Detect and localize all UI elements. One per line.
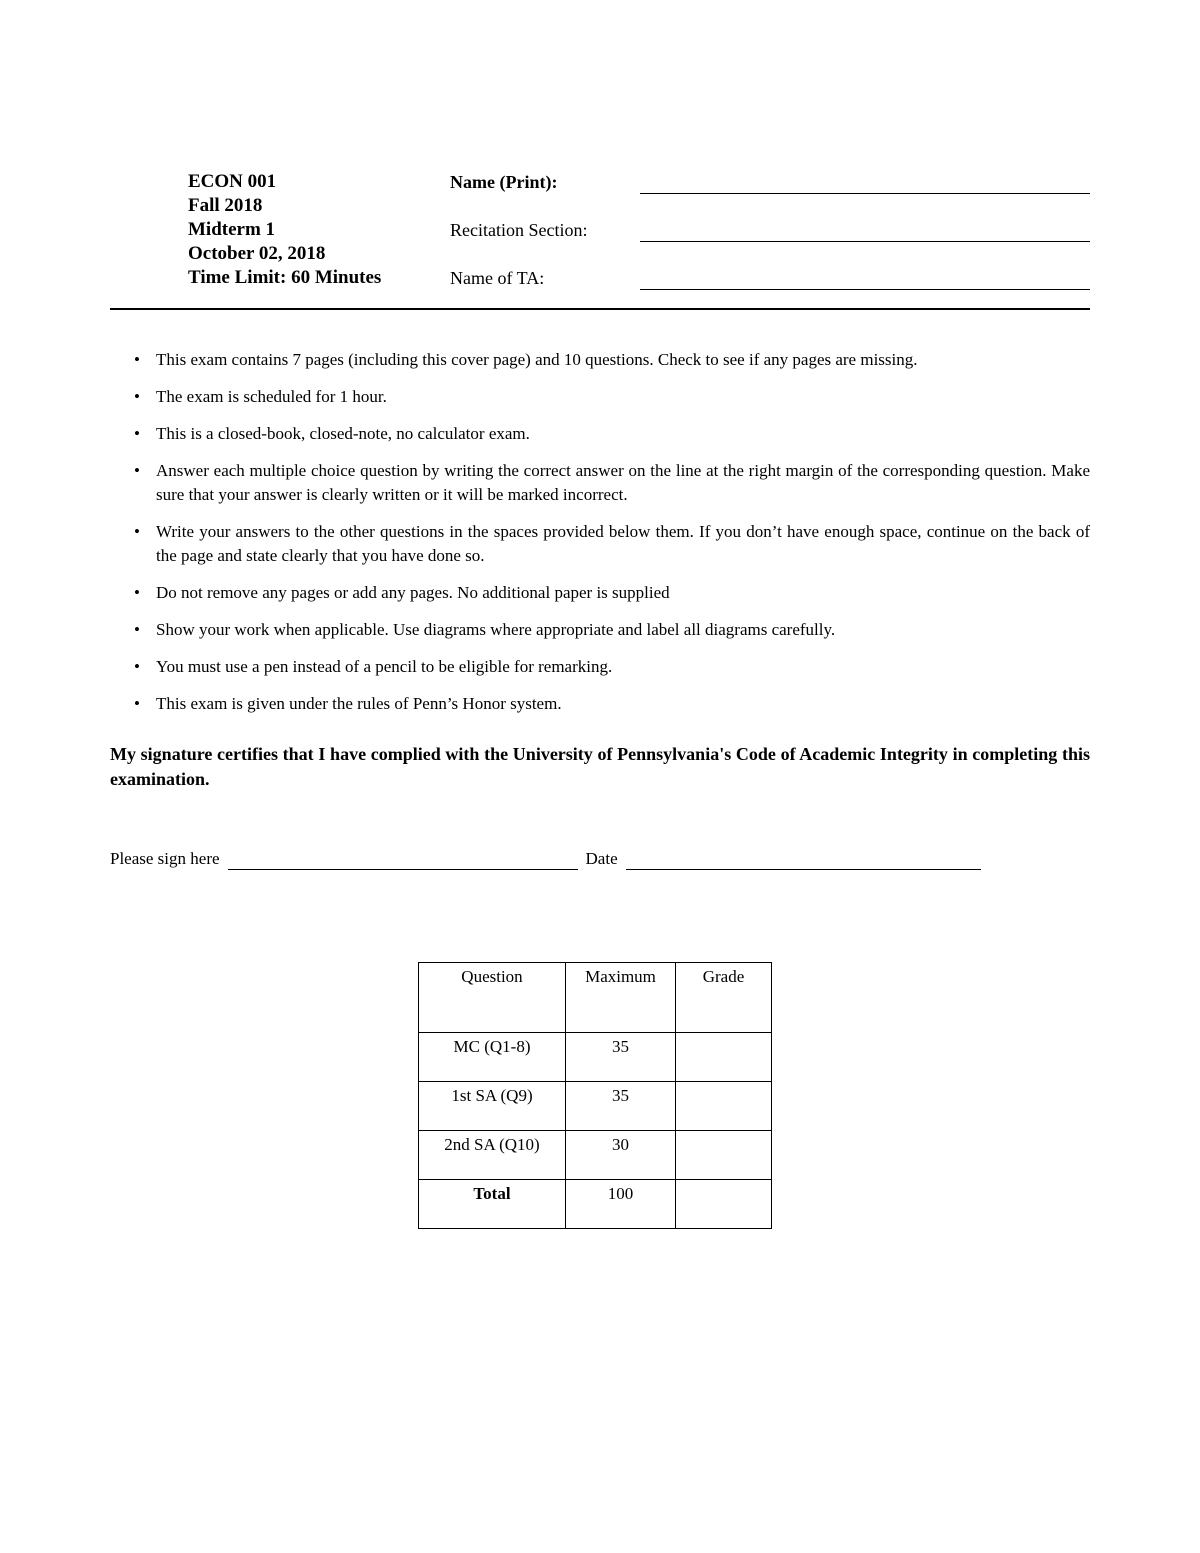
instructions-list (110, 348, 1090, 716)
instruction-text: This exam is given under the rules of Penn’s Honor system. (156, 694, 562, 713)
instruction-item (110, 618, 1090, 642)
table-row-total (419, 1180, 772, 1229)
grade-table-header-row (419, 963, 772, 1033)
header-question: Question (419, 963, 566, 1033)
row-maximum: 30 (566, 1131, 676, 1180)
date-blank-line (626, 852, 981, 870)
instruction-text: You must use a pen instead of a pencil to be eligible for remarking. (156, 657, 613, 676)
bullet-icon: • (134, 694, 140, 713)
instruction-item (110, 692, 1090, 716)
course-term: Fall 2018 (188, 195, 263, 216)
sign-date-row (110, 848, 1010, 870)
bullet-icon: • (134, 522, 140, 541)
instruction-text: Write your answers to the other questions in the spaces provided below them. If you don’t have enough space, continue on the back of the page and state clearly that you have done so. (156, 522, 1090, 565)
row-grade (676, 1082, 772, 1131)
row-question: 1st SA (Q9) (419, 1082, 566, 1131)
name-of-ta-blank-line (640, 270, 1090, 290)
row-question: 2nd SA (Q10) (419, 1131, 566, 1180)
grade-table (418, 962, 772, 1229)
bullet-icon: • (134, 387, 140, 406)
row-maximum: 100 (566, 1180, 676, 1229)
bullet-icon: • (134, 620, 140, 639)
horizontal-rule (110, 308, 1090, 310)
ta-field-row (450, 266, 1090, 290)
instruction-item (110, 348, 1090, 372)
bullet-icon: • (134, 350, 140, 369)
instruction-text: Answer each multiple choice question by writing the correct answer on the line at the right margin of the corresponding question. Make sure that your answer is clearly written or it will be marked incorrect. (156, 461, 1090, 504)
course-code: ECON 001 (188, 171, 277, 192)
row-maximum: 35 (566, 1082, 676, 1131)
header-grade: Grade (676, 963, 772, 1033)
bullet-icon: • (134, 657, 140, 676)
signature-statement: My signature certifies that I have complied with the University of Pennsylvania's Code of Academic Integrity in completing this examination. (110, 744, 1090, 789)
bullet-icon: • (134, 424, 140, 443)
recitation-section-label: Recitation Section: (450, 220, 588, 240)
row-grade (676, 1180, 772, 1229)
course-info-block (188, 170, 450, 290)
instruction-item (110, 655, 1090, 679)
exam-date: October 02, 2018 (188, 243, 326, 264)
header-maximum: Maximum (566, 963, 676, 1033)
time-limit: Time Limit: 60 Minutes (188, 267, 382, 288)
table-row (419, 1082, 772, 1131)
instruction-text: Show your work when applicable. Use diagrams where appropriate and label all diagrams carefully. (156, 620, 836, 639)
row-maximum: 35 (566, 1033, 676, 1082)
table-row (419, 1131, 772, 1180)
bullet-icon: • (134, 583, 140, 602)
exam-title: Midterm 1 (188, 219, 276, 240)
please-sign-here-label: Please sign here (110, 849, 220, 868)
row-grade (676, 1033, 772, 1082)
bullet-icon: • (134, 461, 140, 480)
name-field-row (450, 170, 1090, 194)
name-print-label: Name (Print): (450, 172, 558, 192)
instruction-text: The exam is scheduled for 1 hour. (156, 387, 387, 406)
instruction-item (110, 581, 1090, 605)
recitation-section-blank-line (640, 222, 1090, 242)
row-question: MC (Q1-8) (419, 1033, 566, 1082)
instruction-text: This exam contains 7 pages (including this cover page) and 10 questions. Check to see if any pages are missing. (156, 350, 918, 369)
instruction-text: This is a closed-book, closed-note, no calculator exam. (156, 424, 530, 443)
row-grade (676, 1131, 772, 1180)
signature-blank-line (228, 852, 578, 870)
table-row (419, 1033, 772, 1082)
name-print-blank-line (640, 174, 1090, 194)
row-question: Total (419, 1180, 566, 1229)
exam-header (110, 170, 1090, 290)
date-label: Date (585, 849, 618, 868)
student-fields-block (450, 170, 1090, 290)
instruction-item (110, 422, 1090, 446)
instruction-text: Do not remove any pages or add any pages. No additional paper is supplied (156, 583, 670, 602)
name-of-ta-label: Name of TA: (450, 268, 545, 288)
instruction-item (110, 385, 1090, 409)
grade-table-wrapper (110, 962, 1090, 1229)
instruction-item (110, 459, 1090, 507)
instruction-item (110, 520, 1090, 568)
recitation-field-row (450, 218, 1090, 242)
